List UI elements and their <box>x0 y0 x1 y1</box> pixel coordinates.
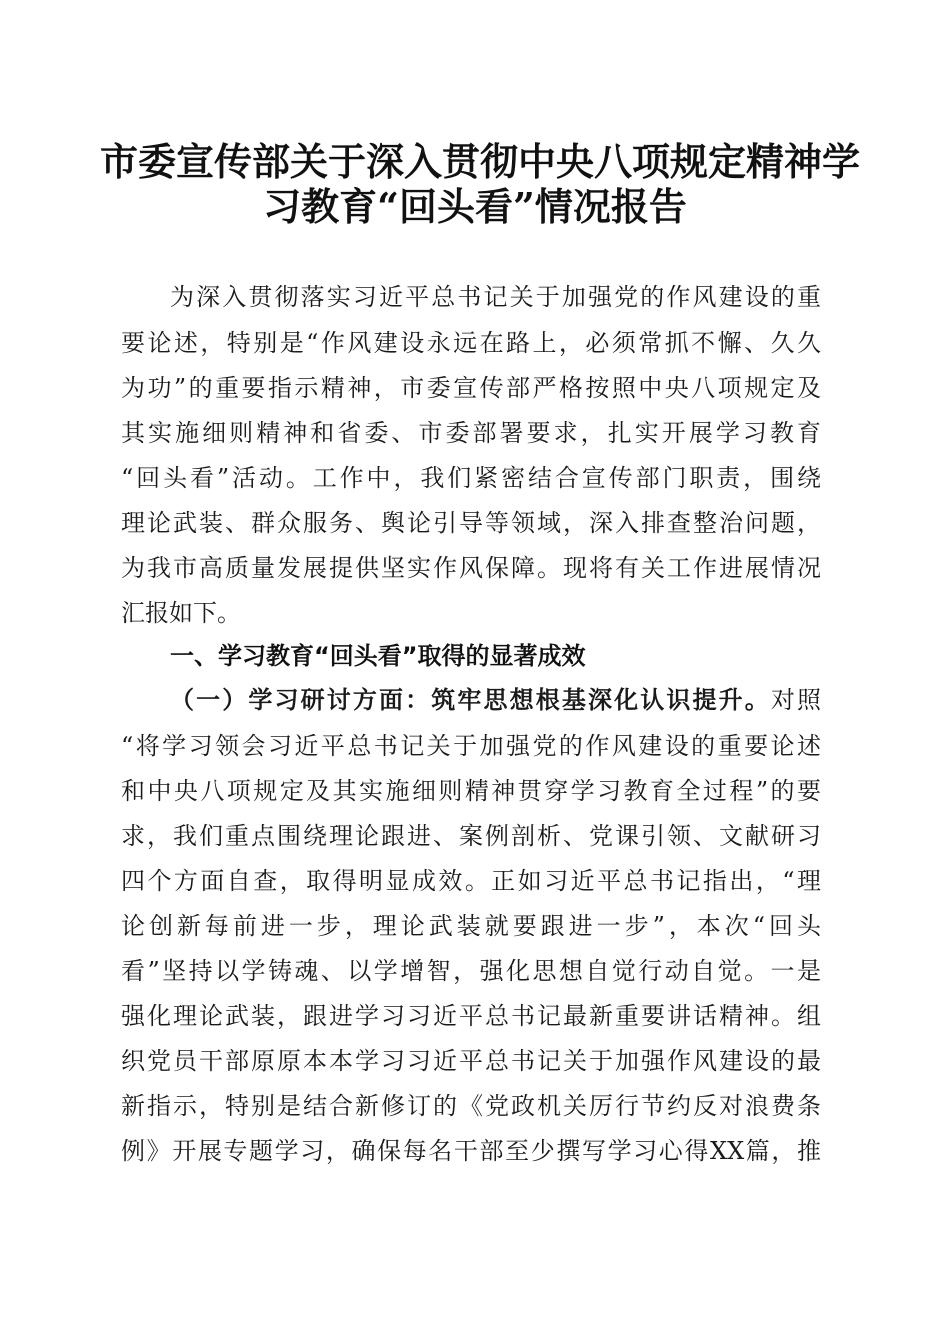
paragraph-1-line: 为功”的重要指示精神，市委宣传部严格按照中央八项规定及 <box>121 374 821 402</box>
paragraph-2-line: 看”坚持以学铸魂、以学增智，强化思想自觉行动自觉。一是 <box>121 957 821 985</box>
subsection-heading-1: （一）学习研讨方面：筑牢思想根基深化认识提升。 <box>170 685 771 714</box>
paragraph-2-line: 求，我们重点围绕理论跟进、案例剖析、党课引领、文献研习 <box>121 822 821 850</box>
paragraph-2-line: 新指示，特别是结合新修订的《党政机关厉行节约反对浪费条 <box>121 1092 821 1120</box>
paragraph-1-line: 理论武装、群众服务、舆论引导等领域，深入排查整治问题， <box>121 509 821 537</box>
paragraph-2-line: 和中央八项规定及其实施细则精神贯穿学习教育全过程”的要 <box>121 777 821 805</box>
paragraph-2-line: 例》开展专题学习，确保每名干部至少撰写学习心得XX篇，推 <box>121 1137 821 1165</box>
paragraph-1-line: “回头看”活动。工作中，我们紧密结合宣传部门职责，围绕 <box>121 464 821 492</box>
paragraph-2-line: 四个方面自查，取得明显成效。正如习近平总书记指出，“理 <box>121 867 821 895</box>
section-heading-1: 一、学习教育“回头看”取得的显著成效 <box>170 642 586 670</box>
paragraph-1-line: 汇报如下。 <box>121 599 241 627</box>
paragraph-1-line: 为深入贯彻落实习近平总书记关于加强党的作风建设的重 <box>170 283 821 311</box>
paragraph-2-line: “将学习领会习近平总书记关于加强党的作风建设的重要论述 <box>121 732 821 760</box>
paragraph-2-line: 强化理论武装，跟进学习习近平总书记最新重要讲话精神。组 <box>121 1002 821 1030</box>
document-title-line-2: 习教育“回头看”情况报告 <box>263 184 687 229</box>
paragraph-2-lead-text: 对照 <box>770 686 821 714</box>
paragraph-1-line: 为我市高质量发展提供坚实作风保障。现将有关工作进展情况 <box>121 554 821 582</box>
paragraph-2-lead-line <box>170 685 821 715</box>
paragraph-2-line: 织党员干部原原本本学习习近平总书记关于加强作风建设的最 <box>121 1047 821 1075</box>
paragraph-2-line: 论创新每前进一步，理论武装就要跟进一步”，本次“回头 <box>121 912 821 940</box>
paragraph-1-line: 要论述，特别是“作风建设永远在路上，必须常抓不懈、久久 <box>121 329 821 357</box>
paragraph-1-line: 其实施细则精神和省委、市委部署要求，扎实开展学习教育 <box>121 419 821 447</box>
document-title-line-1: 市委宣传部关于深入贯彻中央八项规定精神学 <box>100 139 861 184</box>
